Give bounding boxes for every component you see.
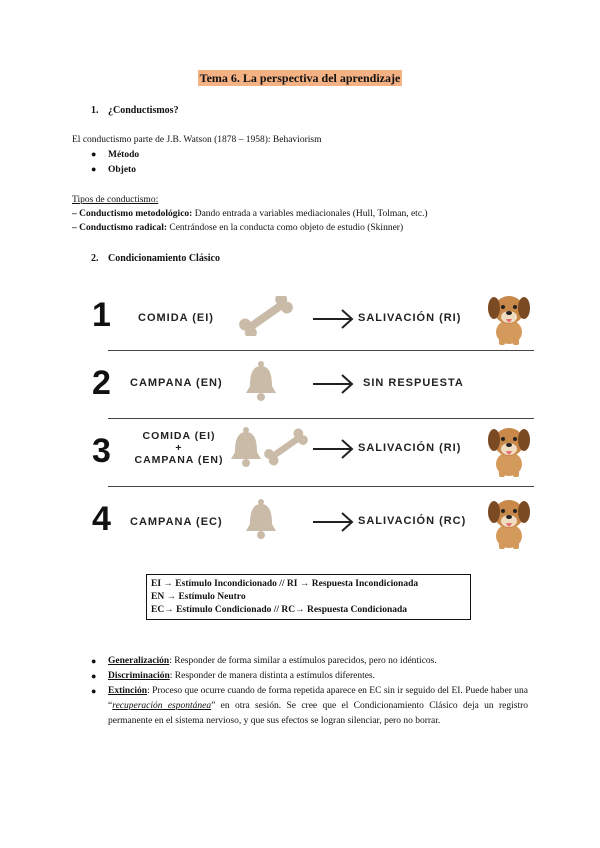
types-heading: Tipos de conductismo: [72, 195, 159, 205]
response-label: SALIVACIÓN (RI) [358, 312, 462, 324]
type-methodological: – Conductismo metodológico: Dando entrada a variables mediacionales (Hull, Tolman, etc.) [72, 209, 428, 219]
arrow-right-icon [312, 373, 354, 395]
type-radical: – Conductismo radical: Centrándose en la conducta como objeto de estudio (Skinner) [72, 223, 404, 233]
step-number: 2 [92, 364, 111, 402]
step-number: 1 [92, 296, 111, 334]
concept-generalizacion: Generalización: Responder de forma similar a estímulos parecidos, pero no idénticos. [108, 656, 437, 666]
arrow-right-icon [312, 438, 354, 460]
section-1-number: 1. [91, 105, 99, 116]
bell-icon [243, 498, 279, 542]
bullet-metodo: Método [108, 150, 140, 160]
stimulus-label: COMIDA (EI) + CAMPANA (EN) [134, 430, 224, 466]
bone-icon [234, 296, 298, 336]
bullet-dot-icon: ● [91, 164, 97, 174]
bullet-objeto: Objeto [108, 165, 136, 175]
bone-icon [260, 428, 312, 466]
page-title: Tema 6. La perspectiva del aprendizaje [199, 71, 401, 85]
arrow-right-icon [312, 308, 354, 330]
bullet-dot-icon: ● [91, 671, 97, 681]
legend-line: EN → Estímulo Neutro [151, 592, 246, 602]
divider [108, 350, 534, 351]
section-2-number: 2. [91, 253, 99, 264]
legend-box [146, 574, 471, 620]
step-number: 4 [92, 500, 111, 538]
bullet-dot-icon: ● [91, 686, 97, 696]
step-number: 3 [92, 432, 111, 470]
divider [108, 418, 534, 419]
concept-extincion: Extinción: Proceso que ocurre cuando de forma repetida aparece en EC sin ir seguido del EI. Puede haber una “recuperación espontánea” en otra sesión. Se cree que el Condicionamiento Clásico deja un registro permanente en el sistema nervioso, y que sus efectos se logran silenciar, pero no borrar. [108, 686, 529, 726]
arrow-right-icon [312, 511, 354, 533]
dog-icon [486, 422, 532, 478]
section-1-heading: ¿Conductismos? [108, 105, 179, 116]
dog-icon [486, 494, 532, 550]
response-label: SALIVACIÓN (RI) [358, 442, 462, 454]
bell-icon [228, 426, 264, 470]
section-1-intro: El conductismo parte de J.B. Watson (1878 – 1958): Behaviorism [72, 135, 322, 145]
legend-line: EI → Estímulo Incondicionado // RI → Respuesta Incondicionada [151, 579, 419, 589]
bullet-dot-icon: ● [91, 656, 97, 666]
conditioning-diagram [0, 280, 600, 560]
stimulus-label: COMIDA (EI) [138, 312, 214, 324]
bell-icon [243, 360, 279, 404]
divider [108, 486, 534, 487]
legend-line: EC→ Estímulo Condicionado // RC→ Respuesta Condicionada [151, 605, 408, 615]
concept-discriminacion: Discriminación: Responder de manera distinta a estímulos diferentes. [108, 671, 375, 681]
response-label: SALIVACIÓN (RC) [358, 515, 467, 527]
bullet-dot-icon: ● [91, 149, 97, 159]
dog-icon [486, 290, 532, 346]
stimulus-label: CAMPANA (EC) [130, 516, 223, 528]
section-2-heading: Condicionamiento Clásico [108, 253, 220, 264]
response-label: SIN RESPUESTA [363, 377, 464, 389]
stimulus-label: CAMPANA (EN) [130, 377, 223, 389]
